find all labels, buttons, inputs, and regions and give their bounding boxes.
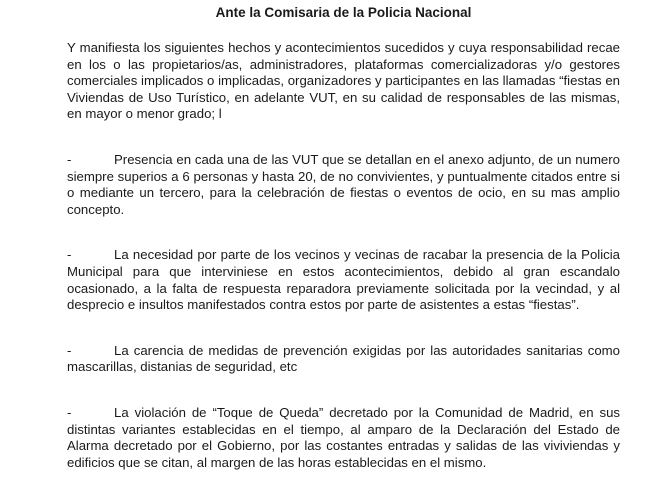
list-item-text: Presencia en cada una de las VUT que se detallan en el anexo adjunto, de un numero siempre superios a 6 personas y hasta 20, de no convivientes, y puntualmente citados entre si o mediante un tercero, para la celebración de fiestas o eventos de ocio, en su mas amplio concepto. [67,151,620,217]
list-dash: - [67,404,72,420]
list-item [67,152,620,218]
intro-paragraph: Y manifiesta los siguientes hechos y acontecimientos sucedidos y cuya responsabilidad recae en los o las propietarios/as, administradores, plataformas comercializadoras y/o gestores comerciales implicados o implicadas, organizadores y participantes en las llamadas “fiestas en Viviendas de Uso Turístico, en adelante VUT, en su calidad de responsables de las mismas, en mayor o menor grado; l [67,40,620,122]
list-item [67,247,620,313]
list-item-text: La carencia de medidas de prevención exigidas por las autoridades sanitarias como mascarillas, distanias de seguridad, etc [67,342,620,375]
list-dash: - [67,247,72,263]
list-dash: - [67,151,72,167]
list-item [67,405,620,471]
list-dash: - [67,342,72,358]
list-item-text: La necesidad por parte de los vecinos y vecinas de racabar la presencia de la Policia Municipal para que interviniese en estos acontecimientos, debido al gran escandalo ocasionado, a la falta de respuesta reparadora previamente solicitada por la vecindad, y al desprecio e insultos manifestados contra estos por parte de asistentes a estas “fiestas”. [67,247,620,313]
list-item-text: La violación de “Toque de Queda” decretado por la Comunidad de Madrid, en sus distintas variantes establecidas en el tiempo, al amparo de la Declaración del Estado de Alarma decretado por el Gobierno, por las costantes entradas y salidas de las viviviendas y edificios que se citan, al margen de las horas establecidas en el mismo. [67,404,620,470]
list-item [67,343,620,376]
document-title: Ante la Comisaria de la Policia Nacional [215,5,472,20]
